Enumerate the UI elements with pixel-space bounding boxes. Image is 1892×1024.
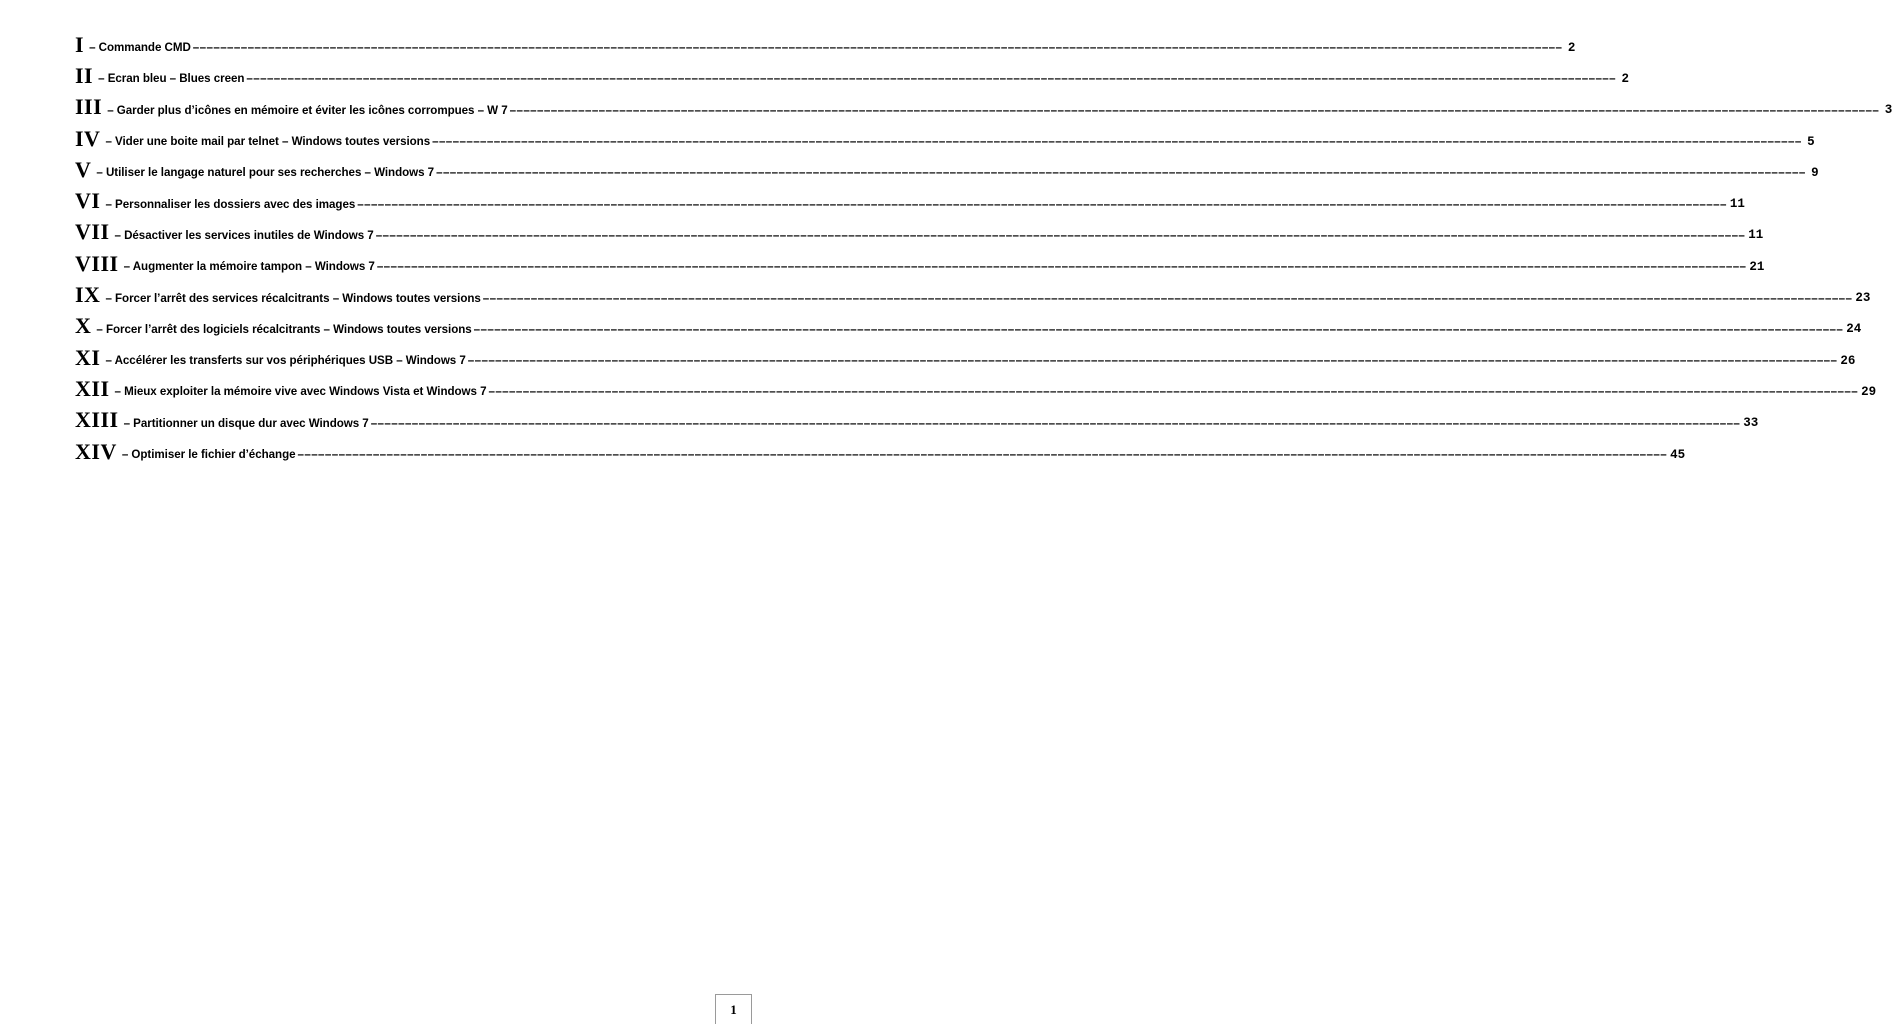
toc-entry-numeral: VIII (75, 250, 119, 276)
toc-entry-page: 11 (1729, 197, 1745, 212)
toc-entry (75, 188, 1745, 219)
toc-entry-title: – Vider une boite mail par telnet – Windows toutes versions (105, 135, 431, 149)
page-number: 1 (715, 994, 752, 1024)
toc-entry (75, 250, 1765, 282)
toc-entry-numeral: III (75, 94, 103, 120)
toc-entry-leader: –––––––––––––––––––––––––––––––––––––––––––––––––––––––––––––––––––––––––––––––––––––––––––––––––––––––––––––––––––––––––––––––––––––––––––––––––––––––––––––––––––––––––––––––––––––––––––––––––––––––– (297, 448, 1668, 461)
toc-entry-leader: –––––––––––––––––––––––––––––––––––––––––––––––––––––––––––––––––––––––––––––––––––––––––––––––––––––––––––––––––––––––––––––––––––––––––––––––––––––––––––––––––––––––––––––––––––––––––––––––––––––––– (436, 166, 1806, 180)
toc-entry (75, 313, 1862, 345)
toc-entry-title: – Optimiser le fichier d’échange (121, 448, 296, 461)
toc-entry-numeral: XI (75, 344, 101, 370)
toc-entry-leader: –––––––––––––––––––––––––––––––––––––––––––––––––––––––––––––––––––––––––––––––––––––––––––––––––––––––––––––––––––––––––––––––––––––––––––––––––––––––––––––––––––––––––––––––––––––––––––––––––––––––– (482, 291, 1853, 305)
toc-entry (75, 125, 1815, 157)
table-of-contents (75, 31, 1892, 470)
toc-entry (75, 94, 1892, 126)
toc-entry-leader: –––––––––––––––––––––––––––––––––––––––––––––––––––––––––––––––––––––––––––––––––––––––––––––––––––––––––––––––––––––––––––––––––––––––––––––––––––––––––––––––––––––––––––––––––––––––––––––––––––––––– (488, 385, 1859, 399)
toc-entry-title: – Garder plus d’icônes en mémoire et éviter les icônes corrompues – W 7 (107, 103, 508, 117)
toc-entry-title: – Mieux exploiter la mémoire vive avec Windows Vista et Windows 7 (114, 385, 487, 399)
toc-entry-title: – Partitionner un disque dur avec Windows 7 (123, 416, 369, 430)
toc-entry-title: – Personnaliser les dossiers avec des images (105, 197, 356, 211)
toc-entry-title: – Forcer l’arrêt des logiciels récalcitrants – Windows toutes versions (96, 322, 472, 336)
toc-entry-page: 45 (1670, 447, 1686, 462)
toc-entry-leader: –––––––––––––––––––––––––––––––––––––––––––––––––––––––––––––––––––––––––––––––––––––––––––––––––––––––––––––––––––––––––––––––––––––––––––––––––––––––––––––––––––––––––––––––––––––––––––––––––––––––– (357, 197, 1727, 211)
toc-entry-page: 21 (1749, 259, 1765, 274)
toc-entry-title: – Désactiver les services inutiles de Windows 7 (114, 228, 374, 242)
toc-entry-page: 29 (1861, 384, 1877, 399)
toc-entry-page: 11 (1748, 228, 1764, 243)
toc-entry-numeral: IV (75, 125, 101, 151)
toc-entry (75, 344, 1856, 376)
toc-entry-page: 9 (1811, 165, 1819, 180)
toc-entry-page: 5 (1807, 134, 1815, 149)
toc-entry (75, 219, 1764, 251)
toc-entry-numeral: XIV (75, 438, 117, 464)
toc-entry-leader: –––––––––––––––––––––––––––––––––––––––––––––––––––––––––––––––––––––––––––––––––––––––––––––––––––––––––––––––––––––––––––––––––––––––––––––––––––––––––––––––––––––––––––––––––––––––––––––––––––––––– (370, 416, 1741, 430)
toc-entry-page: 24 (1846, 322, 1862, 337)
toc-entry-title: – Commande CMD (89, 41, 191, 55)
toc-entry-numeral: XIII (75, 407, 119, 433)
toc-entry (75, 31, 1576, 63)
toc-entry-title: – Ecran bleu – Blues creen (98, 72, 245, 86)
toc-entry (75, 375, 1877, 407)
toc-entry-page: 33 (1743, 416, 1759, 431)
toc-entry-numeral: IX (75, 282, 101, 308)
toc-entry-title: – Augmenter la mémoire tampon – Windows 7 (123, 260, 375, 274)
toc-entry-leader: –––––––––––––––––––––––––––––––––––––––––––––––––––––––––––––––––––––––––––––––––––––––––––––––––––––––––––––––––––––––––––––––––––––––––––––––––––––––––––––––––––––––––––––––––––––––––––––––––––––––– (509, 103, 1880, 117)
toc-entry-leader: –––––––––––––––––––––––––––––––––––––––––––––––––––––––––––––––––––––––––––––––––––––––––––––––––––––––––––––––––––––––––––––––––––––––––––––––––––––––––––––––––––––––––––––––––––––––––––––––––––––––– (473, 322, 1844, 336)
toc-entry-page: 2 (1621, 71, 1629, 86)
toc-entry-leader: –––––––––––––––––––––––––––––––––––––––––––––––––––––––––––––––––––––––––––––––––––––––––––––––––––––––––––––––––––––––––––––––––––––––––––––––––––––––––––––––––––––––––––––––––––––––––––––––––––––––– (375, 228, 1746, 242)
toc-entry (75, 282, 1871, 313)
toc-entry (75, 62, 1629, 94)
toc-entry-page: 3 (1884, 103, 1892, 118)
toc-entry-leader: –––––––––––––––––––––––––––––––––––––––––––––––––––––––––––––––––––––––––––––––––––––––––––––––––––––––––––––––––––––––––––––––––––––––––––––––––––––––––––––––––––––––––––––––––––––––––––––––––––––––– (432, 135, 1802, 149)
toc-entry-numeral: X (75, 313, 92, 339)
toc-entry-numeral: II (75, 62, 94, 88)
toc-entry (75, 407, 1759, 439)
toc-entry-title: – Utiliser le langage naturel pour ses recherches – Windows 7 (96, 166, 435, 180)
toc-entry-page: 2 (1567, 40, 1576, 55)
toc-entry-title: – Forcer l’arrêt des services récalcitrants – Windows toutes versions (105, 291, 481, 305)
toc-entry-leader: –––––––––––––––––––––––––––––––––––––––––––––––––––––––––––––––––––––––––––––––––––––––––––––––––––––––––––––––––––––––––––––––––––––––––––––––––––––––––––––––––––––––––––––––––––––––––––––––––––––––– (467, 354, 1838, 368)
toc-entry-title: – Accélérer les transferts sur vos périphériques USB – Windows 7 (105, 354, 466, 368)
toc-entry-page: 23 (1855, 291, 1871, 306)
toc-entry-numeral: V (75, 156, 92, 182)
toc-entry-page: 26 (1840, 353, 1856, 368)
toc-entry-numeral: I (75, 31, 85, 57)
toc-entry-numeral: XII (75, 375, 110, 401)
toc-entry (75, 156, 1819, 188)
toc-entry-leader: –––––––––––––––––––––––––––––––––––––––––––––––––––––––––––––––––––––––––––––––––––––––––––––––––––––––––––––––––––––––––––––––––––––––––––––––––––––––––––––––––––––––––––––––––––––––––––––––––––––––– (192, 41, 1563, 55)
toc-entry-numeral: VII (75, 219, 110, 245)
toc-entry-leader: –––––––––––––––––––––––––––––––––––––––––––––––––––––––––––––––––––––––––––––––––––––––––––––––––––––––––––––––––––––––––––––––––––––––––––––––––––––––––––––––––––––––––––––––––––––––––––––––––––––––– (246, 72, 1616, 86)
toc-entry (75, 438, 1686, 470)
toc-entry-leader: –––––––––––––––––––––––––––––––––––––––––––––––––––––––––––––––––––––––––––––––––––––––––––––––––––––––––––––––––––––––––––––––––––––––––––––––––––––––––––––––––––––––––––––––––––––––––––––––––––––––– (376, 260, 1747, 274)
toc-entry-numeral: VI (75, 188, 101, 214)
